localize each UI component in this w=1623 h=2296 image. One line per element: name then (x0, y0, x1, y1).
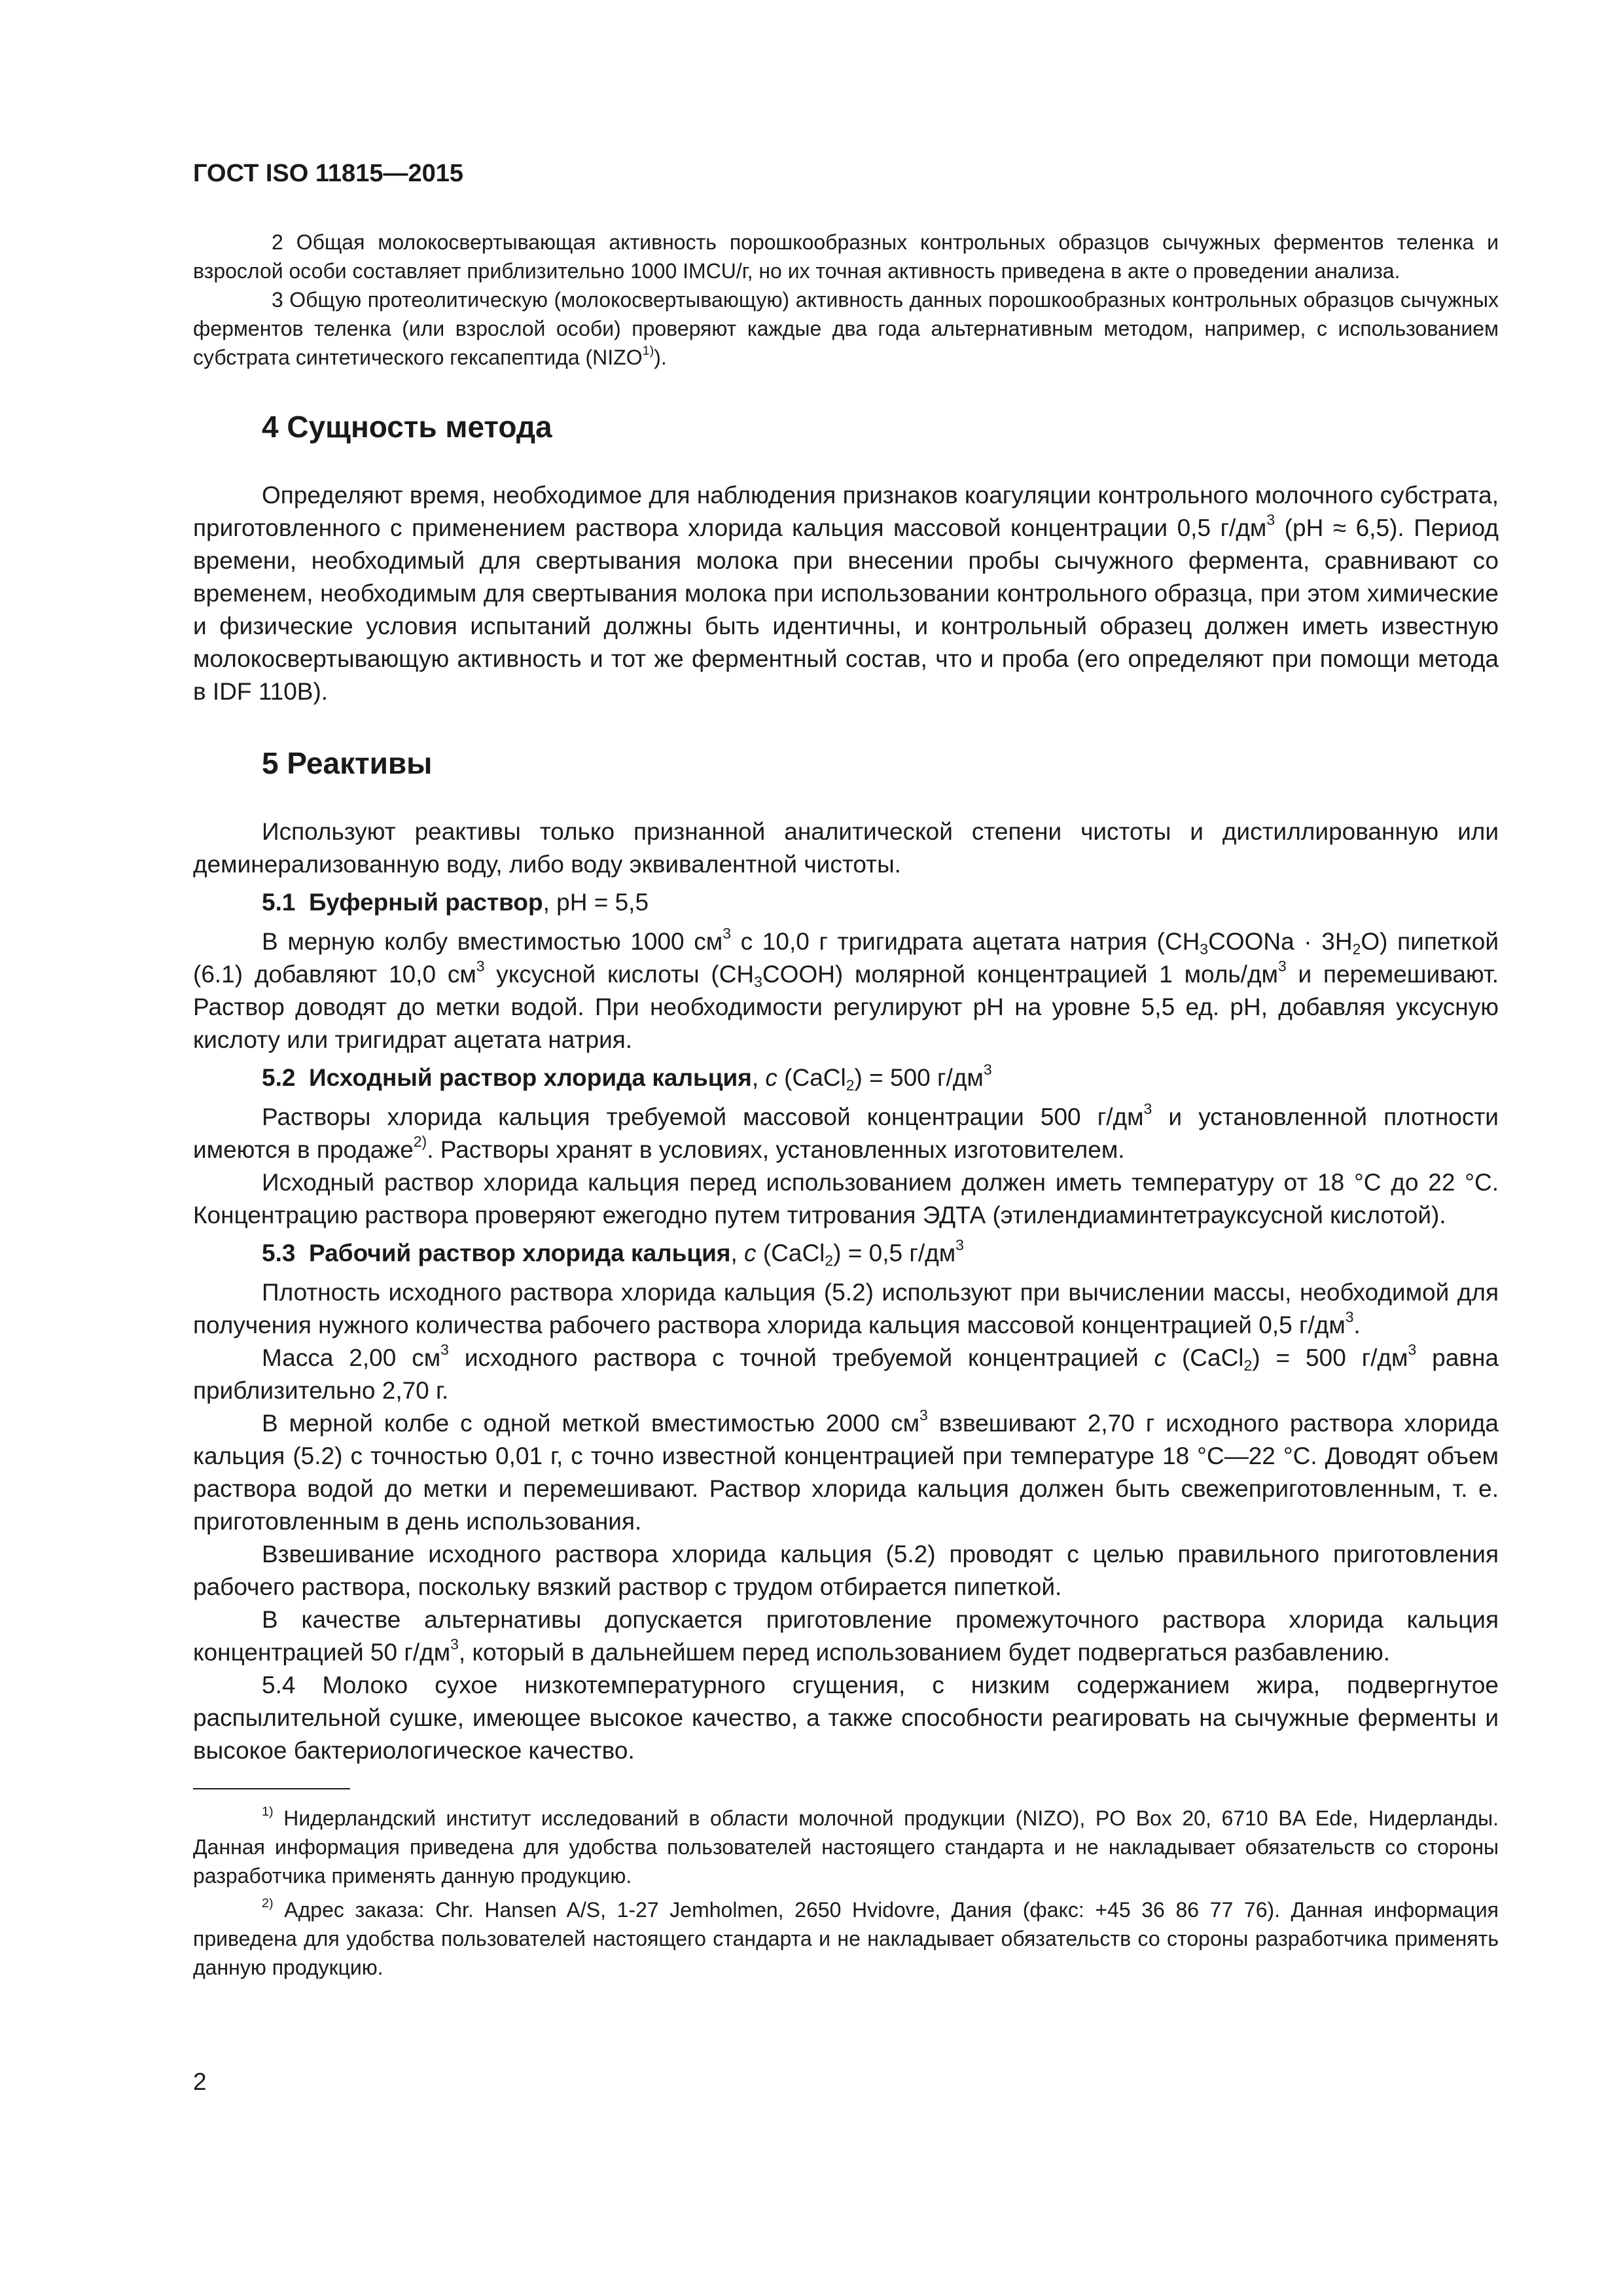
subsection-5-3-paragraph-4: Взвешивание исходного раствора хлорида кальция (5.2) проводят с целью правильного приготовления рабочего раствора, поскольку вязкий раствор с трудом отбирается пипеткой. (193, 1541, 1499, 1600)
subsection-5-2-heading: 5.2 Исходный раствор хлорида кальция, c (CaCl$_2$) = 500 $г/дм^3$ (262, 1060, 992, 1094)
subsection-5-3-paragraph-1: Плотность исходного раствора хлорида кальция (5.2) используют при вычислении массы, необходимой для получения нужного количества рабочего раствора хлорида кальция массовой концентрацией 0,5 $г/дм^3$. (193, 1279, 1499, 1338)
subsection-5-4-paragraph: 5.4 Молоко сухое низкотемпературного сгущения, с низким содержанием жира, подвергнутое распылительной сушке, имеющее высокое качество, а также способности реагировать на сычужные ферменты и высокое бактериологическое качество. (193, 1672, 1499, 1764)
subsection-5-3-paragraph-3: В мерной колбе с одной меткой вместимостью 2000 $см^3$ взвешивают 2,70 г исходного раствора хлорида кальция (5.2) с точностью 0,01 г, с точно известной концентрацией при температуре 18 °C—22 °C. Доводят объем раствора водой до метки и перемешивают. Раствор хлорида кальция должен быть свежеприготовленным, т. е. приготовленным в день использования. (193, 1406, 1499, 1535)
footnote-divider (193, 1788, 350, 1789)
section-4-paragraph: Определяют время, необходимое для наблюдения признаков коагуляции контрольного молочного субстрата, приготовленного с применением раствора хлорида кальция массовой концентрации 0,5 $г/дм^3$ (pH ≈ 6,5). Период времени, необходимый для свертывания молока при внесении пробы сычужного фермента, сравнивают со временем, необходимым для свертывания молока при использовании контрольного образца, при этом химические и физические условия испытаний должны быть идентичны, и контрольный образец должен иметь известную молокосвертывающую активность и тот же ферментный состав, что и проба (его определяют при помощи метода в IDF 110B). (193, 482, 1499, 705)
subsection-5-3-paragraph-5: В качестве альтернативы допускается приготовление промежуточного раствора хлорида кальция концентрацией 50 $г/дм^3$, который в дальнейшем перед использованием будет подвергаться разбавлению. (193, 1606, 1499, 1666)
subsection-5-3-paragraph-2: Масса 2,00 $см^3$ исходного раствора с точной требуемой концентрацией c (CaCl$_2$) = 500 $г/дм^3$ равна приблизительно 2,70 г. (193, 1340, 1499, 1404)
footnote-ref-2[interactable]: 2) (413, 1132, 427, 1150)
section-5-title: 5 Реактивы (262, 746, 433, 780)
document-page (193, 144, 1499, 1987)
document-header: ГОСТ ISO 11815—2015 (193, 160, 463, 187)
subsection-5-3-heading: 5.3 Рабочий раствор хлорида кальция, c (CaCl$_2$) = 0,5 $г/дм^3$ (262, 1236, 964, 1269)
subsection-5-1-body: В мерную колбу вместимостью 1000 $см^3$ с 10,0 г тригидрата ацетата натрия $(CH_3COONa \cdot 3H_2O)$ пипеткой (6.1) добавляют 10,0 $см^3$ уксусной кислоты $(CH_3COOH)$ молярной концентрацией 1 моль/$дм^3$ и перемешивают. Раствор доводят до метки водой. При необходимости регулируют pH на уровне 5,5 ед. pH, добавляя уксусную кислоту или тригидрат ацетата натрия. (193, 924, 1499, 1053)
footnote-2: $^{2)}$ Адрес заказа: Chr. Hansen A/S, 1-27 Jemholmen, 2650 Hvidovre, Дания (факс: +45 36 86 77 76). Данная информация приведена для удобства пользователей настоящего стандарта и не накладывает обязательств со стороны разработчика применять данную продукцию. (193, 1896, 1499, 1979)
subsection-5-2-paragraph-2: Исходный раствор хлорида кальция перед использованием должен иметь температуру от 18 °C до 22 °C. Концентрацию раствора проверяют ежегодно путем титрования ЭДТА (этилендиаминтетрауксусной кислотой). (193, 1169, 1499, 1229)
section-4-title: 4 Сущность метода (262, 410, 552, 444)
footnote-1: $^{1)}$ Нидерландский институт исследований в области молочной продукции (NIZO), PO Box 20, 6710 BA Ede, Нидерланды. Данная информация приведена для удобства пользователей настоящего стандарта и не накладывает обязательств со стороны разработчика применять данную продукцию. (193, 1804, 1499, 1888)
note-3: 3 Общую протеолитическую (молокосвертывающую) активность данных порошкообразных контрольных образцов сычужных ферментов теленка (или взрослой особи) проверяют каждые два года альтернативным методом, например, с использованием субстрата синтетического гексапептида (NIZO$^{1)}$). (193, 288, 1499, 369)
subsection-5-1-heading: 5.1 Буферный раствор, pH = 5,5 (262, 889, 649, 916)
subsection-5-2-paragraph-1: Растворы хлорида кальция требуемой массовой концентрации 500 $г/дм^3$ и установленной плотности имеются в продаже$^{2)}$. Растворы хранят в условиях, установленных изготовителем. (193, 1100, 1499, 1163)
footnote-ref-1[interactable]: 1) (642, 344, 654, 359)
note-2: 2 Общая молокосвертывающая активность порошкообразных контрольных образцов сычужных ферментов теленка и взрослой особи составляет приблизительно 1000 IMCU/г, но их точная активность приведена в акте о проведении анализа. (193, 230, 1499, 283)
section-5-intro: Используют реактивы только признанной аналитической степени чистоты и дистиллированную или деминерализованную воду, либо воду эквивалентной чистоты. (193, 818, 1499, 878)
page-number: 2 (193, 2068, 207, 2095)
